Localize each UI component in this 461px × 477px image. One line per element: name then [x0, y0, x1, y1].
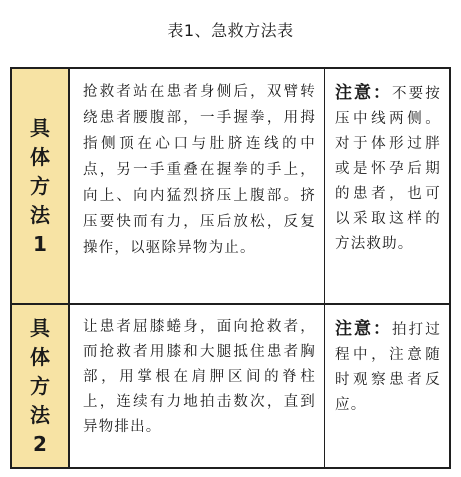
note-body: 拍打过程中，注意随时观察患者反应。	[335, 322, 441, 413]
method-label: 具体方法1	[30, 115, 50, 256]
method-description-cell	[70, 69, 325, 303]
table-row	[12, 69, 449, 305]
note-body: 不要按压中线两侧。对于体形过胖或是怀孕后期的患者，也可以采取这样的方法救助。	[335, 86, 441, 252]
method-description: 让患者屈膝蜷身，面向抢救者，而抢救者用膝和大腿抵住患者胸部，用掌根在肩胛区间的脊柱上，连续有力地拍击数次，直到异物排出。	[83, 319, 316, 435]
page-title: 表1、急救方法表	[167, 21, 294, 40]
note	[335, 317, 441, 418]
table-row	[12, 305, 449, 467]
method-label: 具体方法2	[30, 315, 50, 456]
note-cell	[325, 69, 449, 303]
note-cell	[325, 305, 449, 467]
method-label-cell	[12, 69, 70, 303]
method-description: 抢救者站在患者身侧后，双臂转绕患者腰腹部，一手握拳，用拇指侧顶在心口与肚脐连线的中点，另一手重叠在握拳的手上，向上、向内猛烈挤压上腹部。挤压要快而有力，压后放松，反复操作，以驱除异物为止。	[83, 84, 316, 256]
note-prefix: 注意：	[335, 319, 392, 339]
note-prefix: 注意：	[335, 83, 392, 103]
method-description-cell	[70, 305, 325, 467]
method-label-cell	[12, 305, 70, 467]
note	[335, 81, 441, 257]
first-aid-table	[10, 67, 451, 469]
